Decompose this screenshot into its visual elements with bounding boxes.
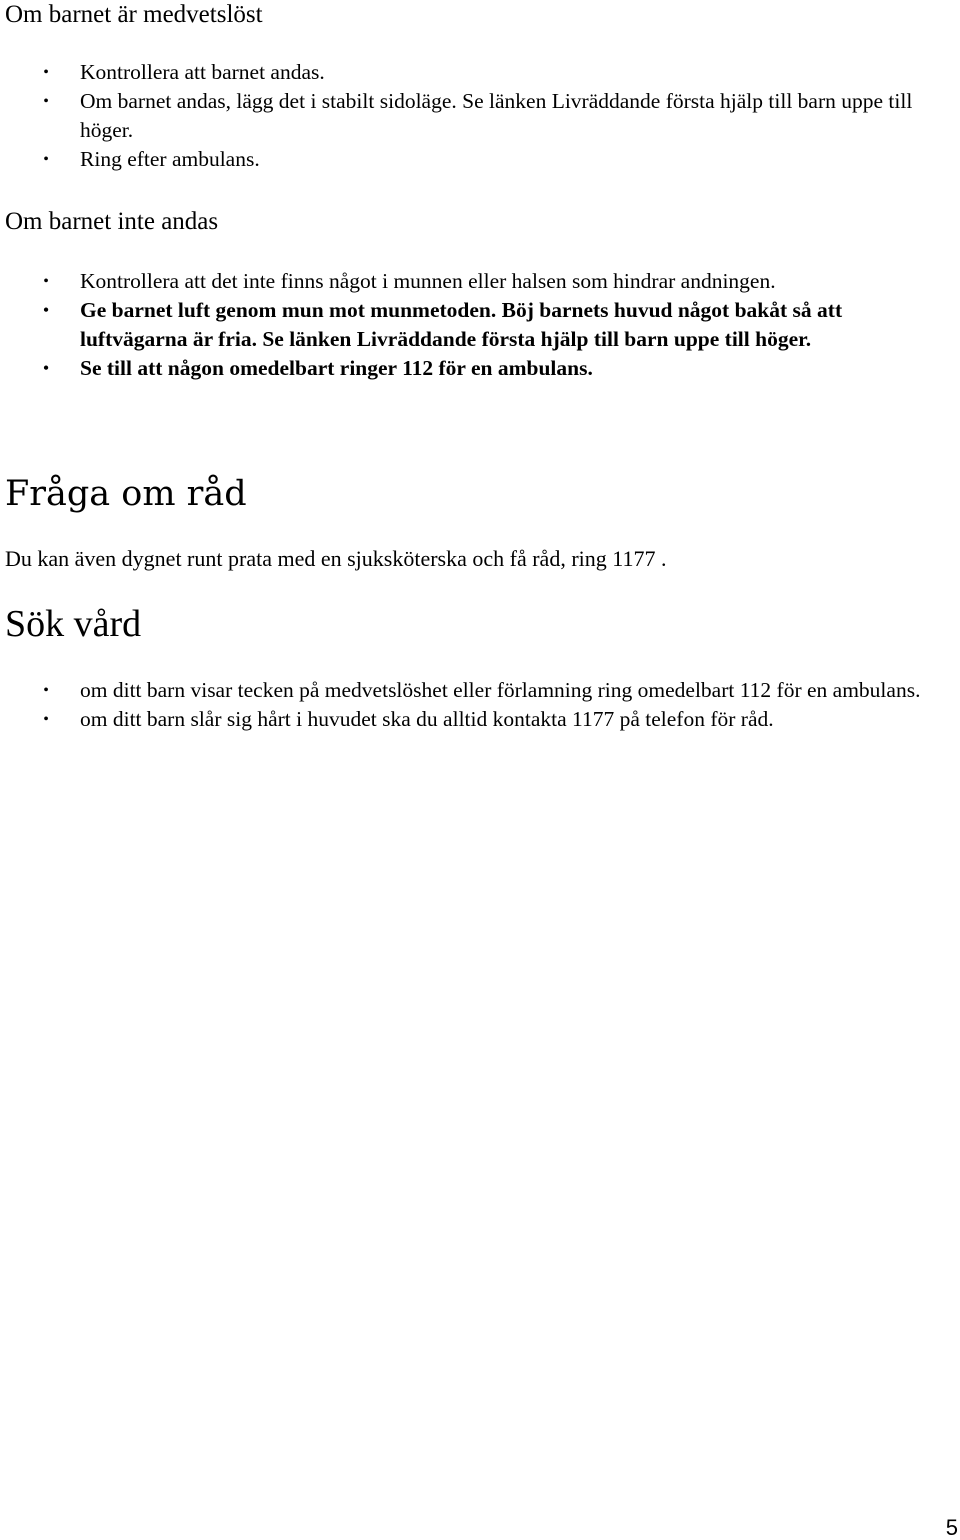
heading-unconscious: Om barnet är medvetslöst [5,1,263,28]
list-item [0,296,955,354]
list-item-text: om ditt barn visar tecken på medvetslöshet eller förlamning ring omedelbart 112 för en ambulans. [80,678,921,702]
list-item-text: Kontrollera att barnet andas. [80,60,325,84]
list-item [0,354,955,383]
bullet-icon: • [43,151,49,168]
list-item [0,87,955,145]
bullet-icon: • [43,64,49,81]
list-not-breathing [0,267,955,383]
list-item-text: Se till att någon omedelbart ringer 112 för en ambulans. [80,356,593,380]
list-item-text: Ge barnet luft genom mun mot munmetoden. Böj barnets huvud något bakåt så att luftvägarna är fria. Se länken Livräddande första hjälp till barn uppe till höger. [80,298,843,351]
list-item [0,267,955,296]
heading-advice: Fråga om råd [5,474,247,514]
bullet-icon: • [43,273,49,290]
bullet-icon: • [43,302,49,319]
bullet-icon: • [43,711,49,728]
list-seek-care [0,676,955,734]
list-item [0,676,955,705]
bullet-icon: • [43,682,49,699]
page-number: 5 [945,1515,958,1540]
bullet-icon: • [43,93,49,110]
list-item [0,145,955,174]
list-unconscious [0,58,955,174]
advice-text: Du kan även dygnet runt prata med en sjuksköterska och få råd, ring 1177 . [5,546,667,571]
list-item-text: Kontrollera att det inte finns något i munnen eller halsen som hindrar andningen. [80,269,776,293]
list-item-text: Ring efter ambulans. [80,147,260,171]
list-item-text: om ditt barn slår sig hårt i huvudet ska du alltid kontakta 1177 på telefon för råd. [80,707,774,731]
bullet-icon: • [43,360,49,377]
list-item-text: Om barnet andas, lägg det i stabilt sidoläge. Se länken Livräddande första hjälp till barn uppe till höger. [80,89,913,142]
heading-not-breathing: Om barnet inte andas [5,208,219,235]
heading-seek-care: Sök vård [5,603,142,645]
list-item [0,58,955,87]
list-item [0,705,955,734]
